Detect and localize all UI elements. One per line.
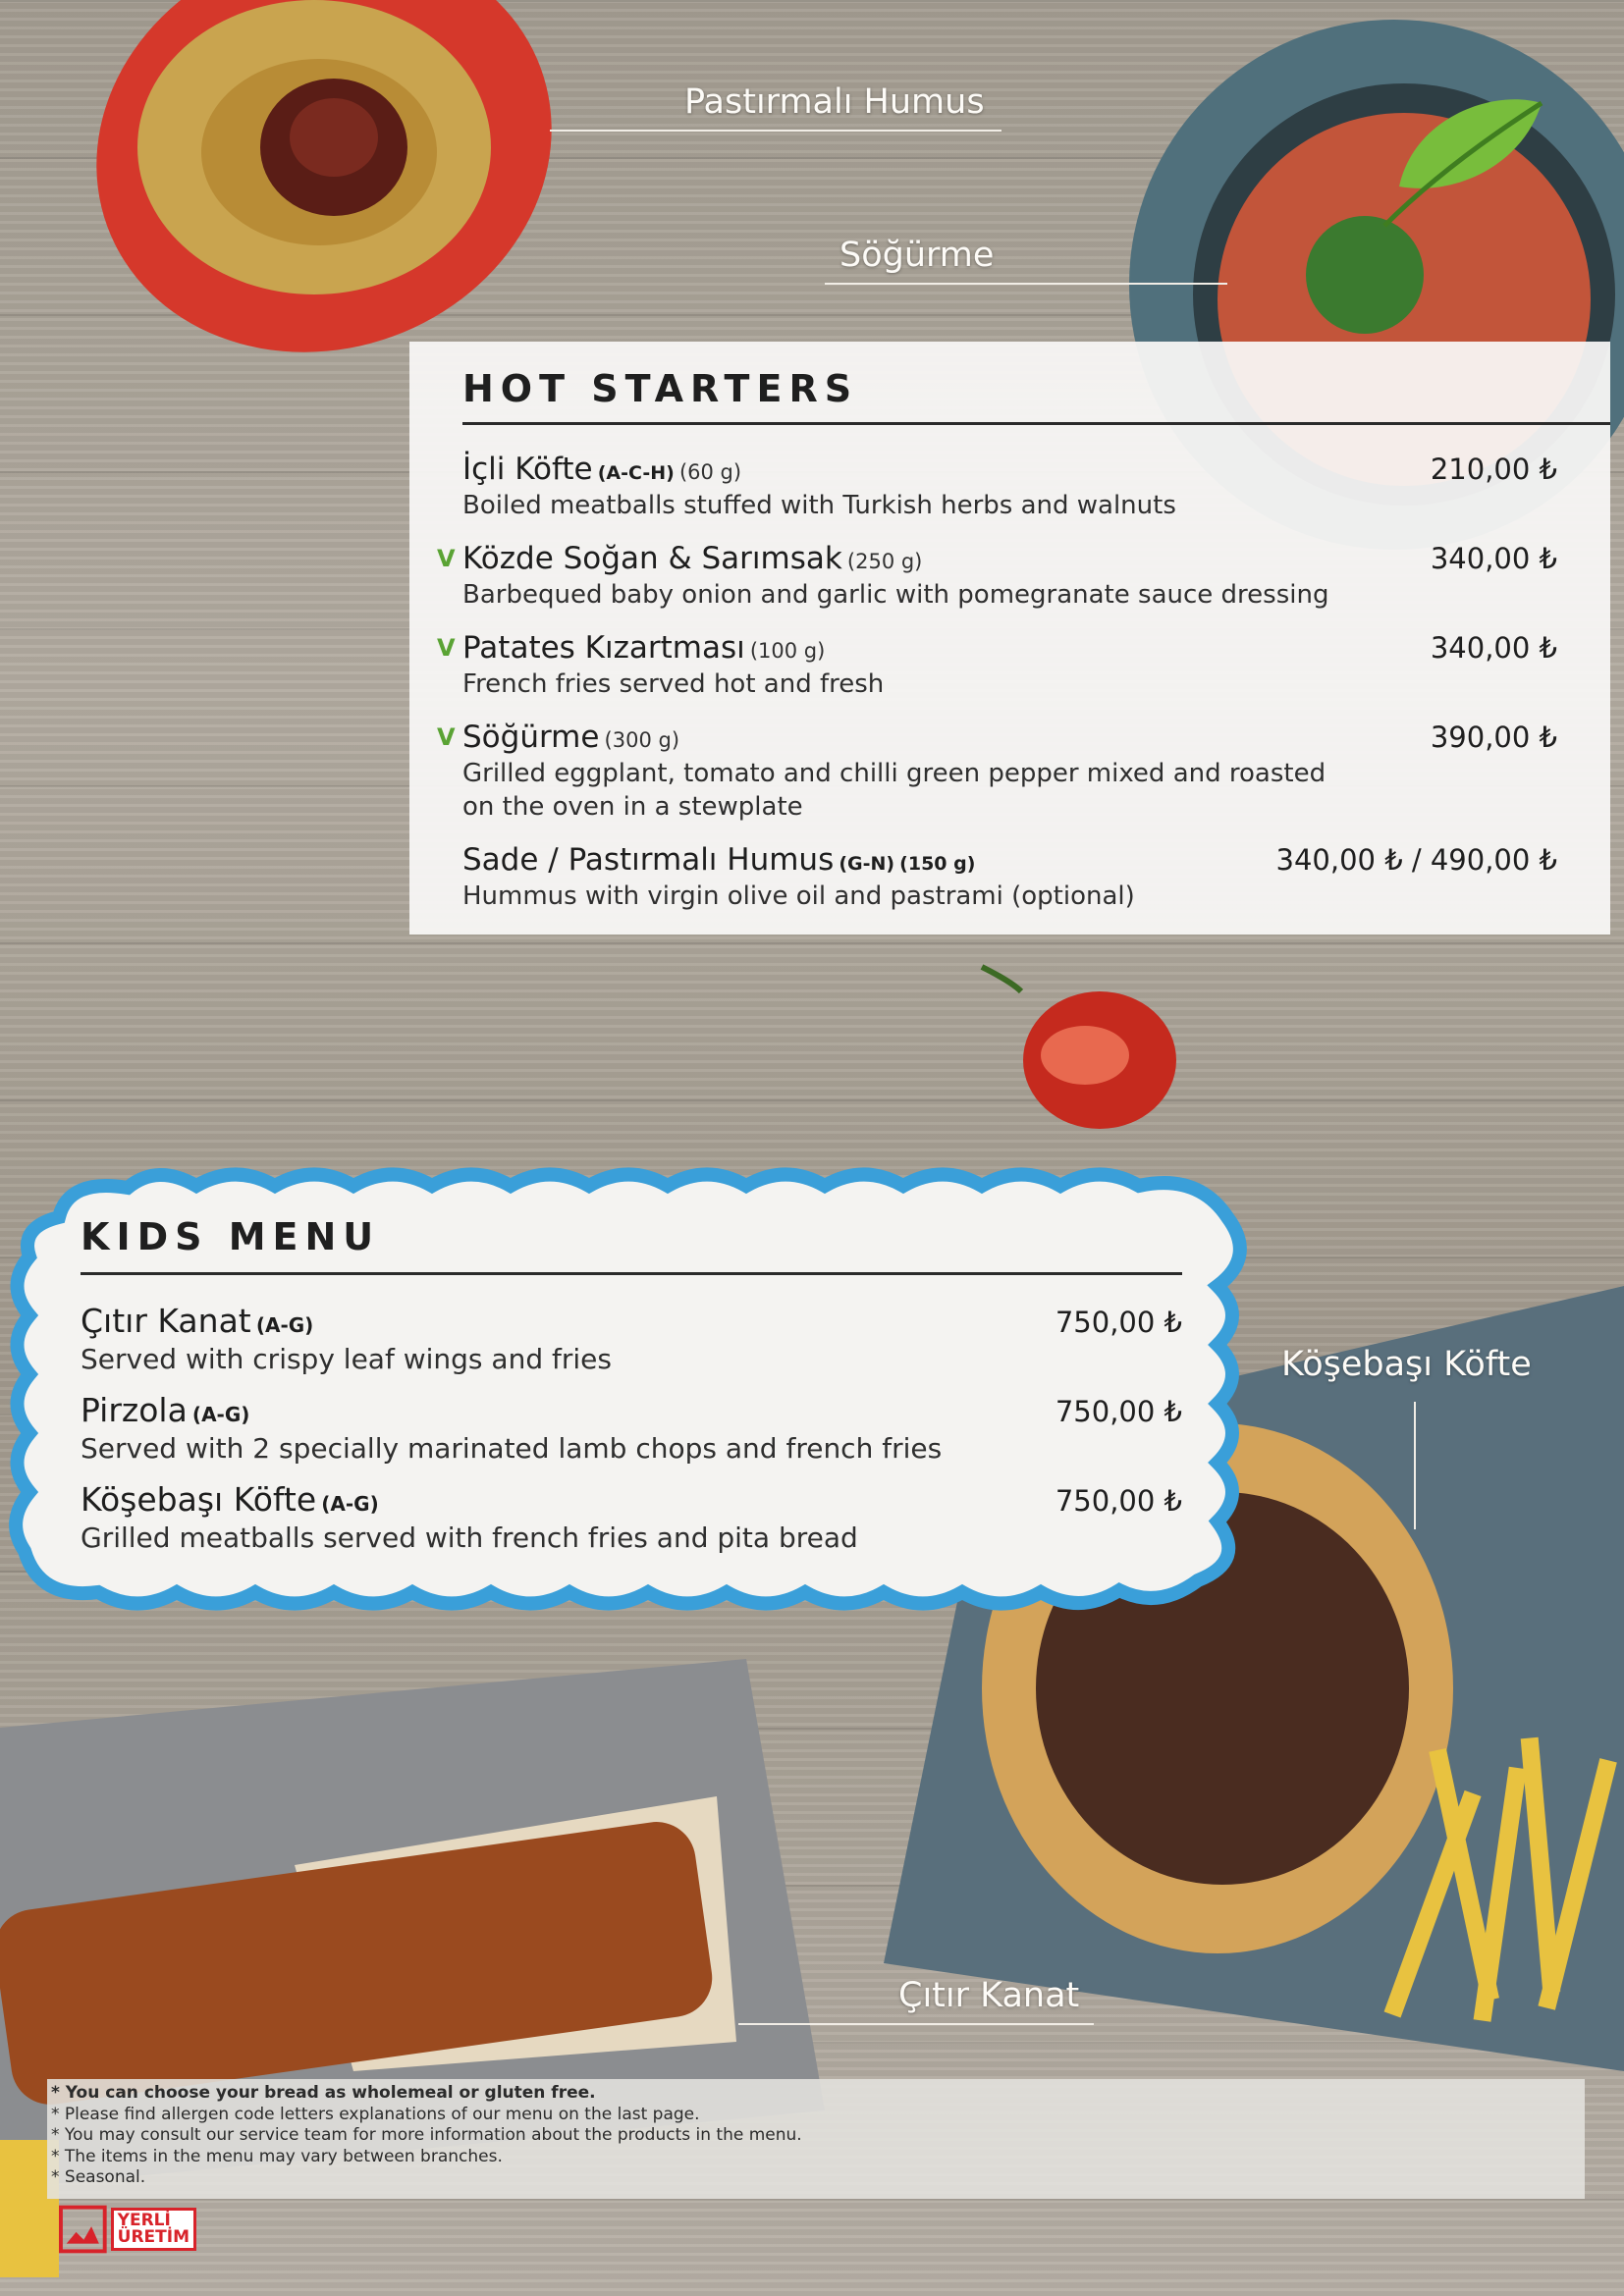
menu-item-citir-kanat [81,1302,1182,1377]
item-title [81,1480,379,1519]
item-price: 390,00 ₺ [1430,721,1557,754]
menu-item-kozde-sogan [437,541,1557,612]
yerli-uretim-badge [59,2202,196,2257]
item-price: 750,00 ₺ [1055,1395,1182,1428]
item-name: Çıtır Kanat [81,1302,251,1340]
item-price: 750,00 ₺ [1055,1306,1182,1339]
photo-label-citir-underline [738,2023,1094,2025]
photo-label-kosebasi-line [1414,1402,1416,1529]
item-description: Grilled meatballs served with french fries and pita bread [81,1522,858,1554]
item-price: 750,00 ₺ [1055,1484,1182,1518]
allergen-code: (A-C-H) [597,462,675,484]
photo-label-humus: Pastırmalı Humus [684,82,985,122]
hot-starters-panel [409,342,1610,934]
allergen-code: (G-N) [839,853,895,875]
item-description: French fries served hot and fresh [462,669,885,699]
kids-menu-title: KIDS MENU [81,1215,381,1258]
item-description: Boiled meatballs stuffed with Turkish herbs and walnuts [462,491,1176,520]
item-name: Sade / Pastırmalı Humus [462,842,835,878]
badge-text [111,2208,196,2251]
item-title [81,1302,313,1340]
photo-label-humus-underline [550,130,1001,132]
item-weight: (60 g) [678,460,742,484]
item-name: Söğürme [462,720,600,755]
footnote: * You may consult our service team for more information about the products in the menu. [51,2125,802,2145]
item-title [81,1391,249,1429]
item-title [462,630,825,666]
hot-starters-divider [462,422,1610,425]
vegetarian-icon: V [437,545,456,572]
item-price: 340,00 ₺ [1430,542,1557,575]
badge-line-1: YERLİ [117,2211,171,2230]
footnotes-panel [47,2079,1585,2199]
tomato-image [982,967,1176,1129]
item-name: Pirzola [81,1391,188,1429]
item-description: Served with crispy leaf wings and fries [81,1343,612,1375]
photo-label-kosebasi: Köşebaşı Köfte [1281,1345,1532,1384]
item-description: Served with 2 specially marinated lamb chops and french fries [81,1432,943,1465]
item-name: İçli Köfte [462,452,593,487]
hot-starters-list [437,452,1557,932]
factory-icon [59,2205,107,2254]
item-name: Patates Kızartması [462,630,745,666]
menu-item-kosebasi-kofte [81,1480,1182,1556]
item-price: 340,00 ₺ / 490,00 ₺ [1275,843,1557,877]
item-title [462,541,922,576]
footnote: * You can choose your bread as wholemeal or gluten free. [51,2083,596,2103]
footnotes-list [51,2083,802,2189]
menu-item-humus [462,842,1557,913]
allergen-code: (A-G) [321,1492,379,1516]
kids-menu-divider [81,1272,1182,1275]
menu-item-patates [437,630,1557,701]
item-title [462,842,975,878]
item-title [462,452,741,487]
item-name: Köşebaşı Köfte [81,1480,317,1519]
badge-line-2: ÜRETİM [117,2227,189,2247]
item-title [462,720,679,755]
item-name: Közde Soğan & Sarımsak [462,541,842,576]
kids-menu-panel [8,1176,1255,1616]
allergen-code: (A-G) [255,1313,314,1337]
hot-starters-title: HOT STARTERS [462,367,859,410]
vegetarian-icon: V [437,723,456,751]
item-description: Barbequed baby onion and garlic with pomegranate sauce dressing [462,580,1329,610]
allergen-code: (A-G) [191,1403,250,1426]
item-weight: (150 g) [899,853,976,875]
item-weight: (300 g) [604,728,680,752]
menu-item-icli-kofte [462,452,1557,522]
footnote: * Please find allergen code letters explanations of our menu on the last page. [51,2104,700,2124]
item-description: Grilled eggplant, tomato and chilli green pepper mixed and roasted on the oven in a stewplate [462,759,1326,822]
vegetarian-icon: V [437,634,456,662]
photo-label-sogurme: Söğürme [839,236,995,275]
photo-label-citir: Çıtır Kanat [898,1976,1080,2015]
item-weight: (100 g) [749,639,826,663]
item-weight: (250 g) [846,550,923,573]
item-description: Hummus with virgin olive oil and pastrami (optional) [462,881,1135,911]
menu-item-pirzola [81,1391,1182,1467]
photo-label-sogurme-underline [825,283,1227,285]
kids-menu-list [81,1302,1182,1570]
menu-item-sogurme [437,720,1557,824]
item-price: 210,00 ₺ [1430,453,1557,486]
footnote: * The items in the menu may vary between branches. [51,2146,503,2166]
item-price: 340,00 ₺ [1430,631,1557,665]
footnote: * Seasonal. [51,2167,146,2187]
